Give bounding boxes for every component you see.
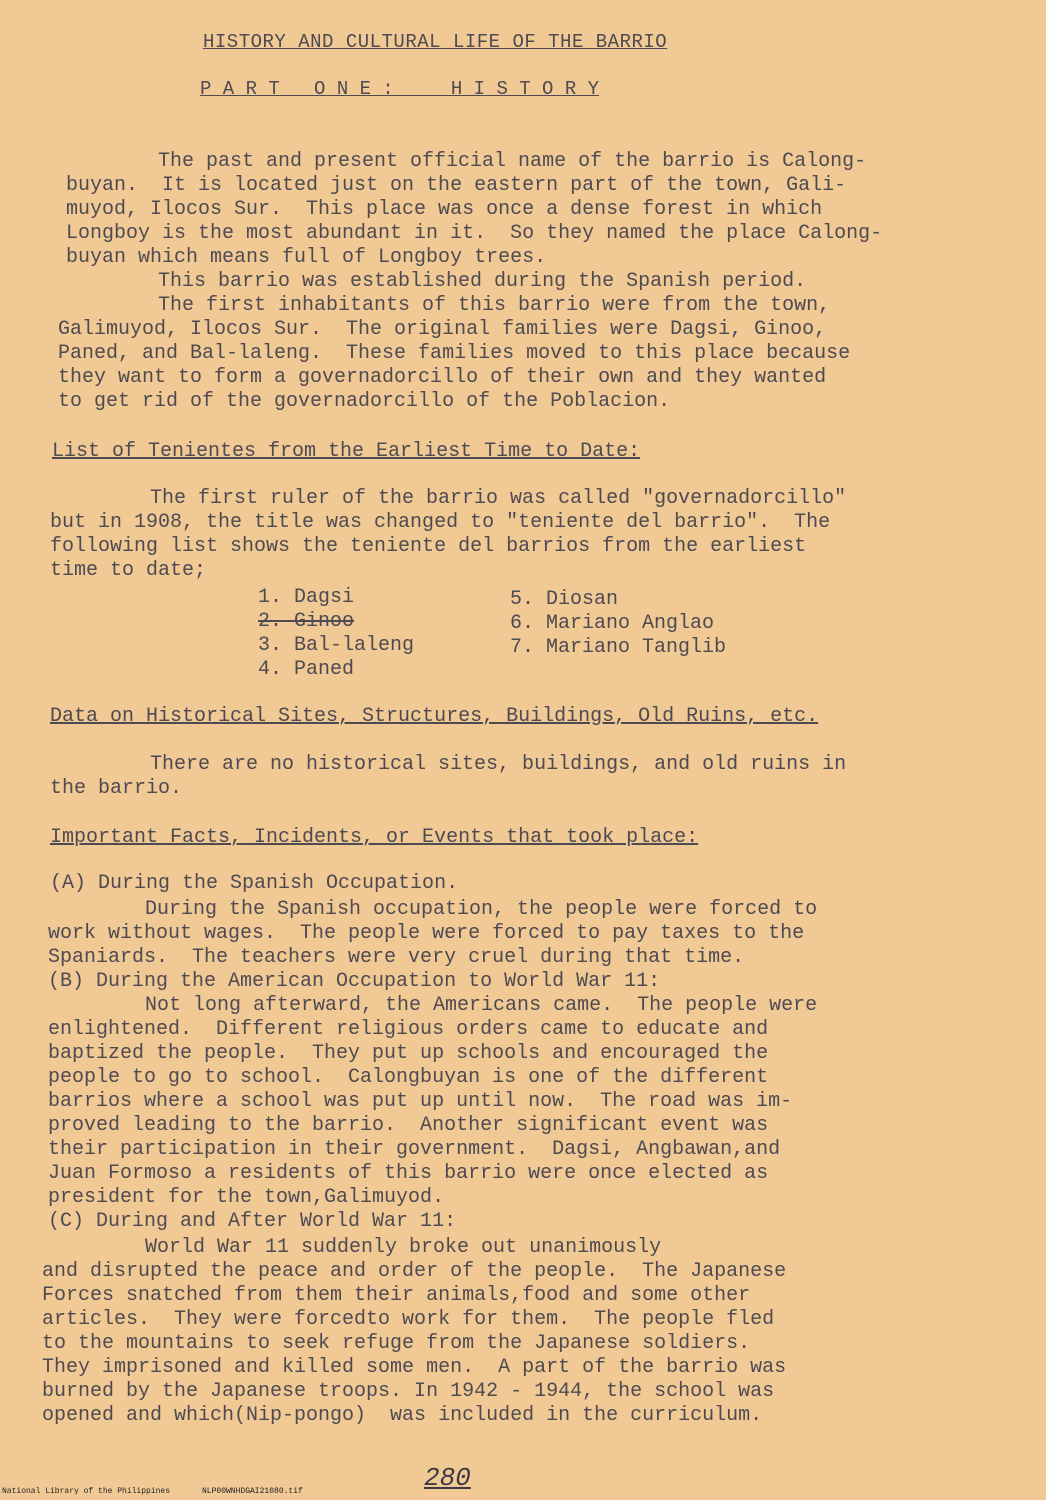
tenientes-line: The first ruler of the barrio was called "governadorcillo" — [150, 487, 847, 510]
teniente-list-item: 1. Dagsi — [258, 586, 355, 609]
teniente-list-item-struck: 2. Ginoo — [258, 610, 355, 633]
sites-heading: Data on Historical Sites, Structures, Buildings, Old Ruins, etc. — [50, 705, 819, 728]
intro-line: Paned, and Bal-laleng. These families moved to this place because — [58, 342, 851, 365]
events-line: Spaniards. The teachers were very cruel during that time. — [48, 946, 745, 969]
intro-line: Galimuyod, Ilocos Sur. The original families were Dagsi, Ginoo, — [58, 318, 827, 341]
events-line: (A) During the Spanish Occupation. — [50, 872, 459, 895]
events-line: people to go to school. Calongbuyan is one of the different — [48, 1066, 769, 1089]
intro-line: Longboy is the most abundant in it. So they named the place Calong- — [66, 222, 883, 245]
teniente-list-item: 6. Mariano Anglao — [510, 612, 715, 635]
teniente-list-item: 7. Mariano Tanglib — [510, 636, 727, 659]
intro-line: muyod, Ilocos Sur. This place was once a dense forest in which — [66, 198, 823, 221]
events-line: opened and which(Nip-pongo) was included in the curriculum. — [42, 1404, 763, 1427]
teniente-list-item: 3. Bal-laleng — [258, 634, 415, 657]
tenientes-line: but in 1908, the title was changed to "teniente del barrio". The — [50, 511, 831, 534]
sites-line: the barrio. — [50, 777, 183, 800]
events-line: their participation in their government. Dagsi, Angbawan,and — [48, 1138, 781, 1161]
document-title: HISTORY AND CULTURAL LIFE OF THE BARRIO — [203, 31, 668, 53]
page-number: 280 — [424, 1463, 471, 1493]
events-line: Juan Formoso a residents of this barrio were once elected as — [48, 1162, 769, 1185]
events-line: president for the town,Galimuyod. — [48, 1186, 445, 1209]
intro-line: The past and present official name of the barrio is Calong- — [158, 150, 867, 173]
events-line: to the mountains to seek refuge from the Japanese soldiers. — [42, 1332, 751, 1355]
part-heading: P A R T O N E : H I S T O R Y — [200, 78, 600, 100]
footer-filename: NLP00WNHDGAI21080.tif — [202, 1487, 303, 1496]
events-line: barrios where a school was put up until now. The road was im- — [48, 1090, 793, 1113]
events-line: proved leading to the barrio. Another significant event was — [48, 1114, 769, 1137]
events-line: baptized the people. They put up schools and encouraged the — [48, 1042, 769, 1065]
events-line: Not long afterward, the Americans came. The people were — [145, 994, 818, 1017]
footer-library: National Library of the Philippines — [2, 1487, 171, 1496]
tenientes-line: following list shows the teniente del barrios from the earliest — [50, 535, 807, 558]
intro-line: buyan. It is located just on the eastern part of the town, Gali- — [66, 174, 847, 197]
teniente-list-item: 4. Paned — [258, 658, 355, 681]
events-line: Forces snatched from them their animals,food and some other — [42, 1284, 751, 1307]
events-line: articles. They were forcedto work for them. The people fled — [42, 1308, 775, 1331]
teniente-list-item: 5. Diosan — [510, 588, 619, 611]
events-line: burned by the Japanese troops. In 1942 - 1944, the school was — [42, 1380, 775, 1403]
events-line: work without wages. The people were forced to pay taxes to the — [48, 922, 805, 945]
events-line: (C) During and After World War 11: — [48, 1210, 457, 1233]
tenientes-line: time to date; — [50, 559, 207, 582]
intro-line: buyan which means full of Longboy trees. — [66, 246, 547, 269]
intro-line: to get rid of the governadorcillo of the Poblacion. — [58, 390, 671, 413]
events-line: and disrupted the peace and order of the people. The Japanese — [42, 1260, 787, 1283]
intro-line: The first inhabitants of this barrio were from the town, — [158, 294, 831, 317]
events-heading: Important Facts, Incidents, or Events that took place: — [50, 826, 699, 849]
events-line: (B) During the American Occupation to World War 11: — [48, 970, 661, 993]
events-line: World War 11 suddenly broke out unanimously — [145, 1236, 662, 1259]
sites-line: There are no historical sites, buildings, and old ruins in — [150, 753, 847, 776]
events-line: During the Spanish occupation, the people were forced to — [145, 898, 818, 921]
tenientes-heading: List of Tenientes from the Earliest Time to Date: — [52, 440, 641, 463]
intro-line: This barrio was established during the Spanish period. — [158, 270, 807, 293]
events-line: They imprisoned and killed some men. A part of the barrio was — [42, 1356, 787, 1379]
events-line: enlightened. Different religious orders came to educate and — [48, 1018, 769, 1041]
intro-line: they want to form a governadorcillo of their own and they wanted — [58, 366, 827, 389]
